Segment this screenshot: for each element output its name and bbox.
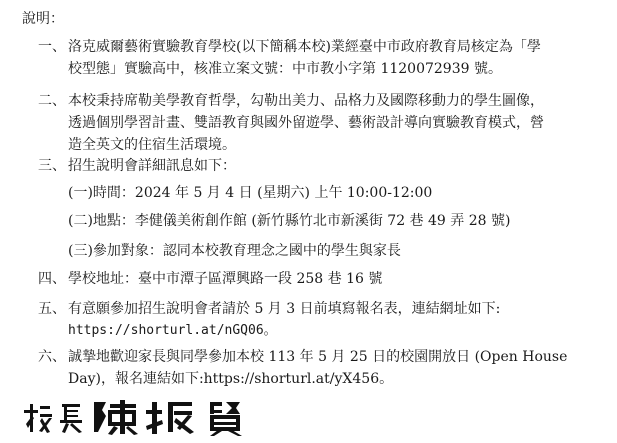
item-number: 二、 [38,93,66,109]
item-number: 三、 [38,158,66,174]
principal-signature [22,398,262,436]
section-heading: 說明： [22,11,64,27]
item-text-line: 本校秉持席勒美學教育哲學，勾勒出美力、品格力及國際移動力的學生圖像， [68,93,544,109]
sub-item-location: (二)地點：李健儀美術創作館 (新竹縣竹北市新溪街 72 巷 49 弄 28 號) [68,213,511,229]
item-text-line: 造全英文的住宿生活環境。 [68,137,236,153]
item-text-line: 誠摯地歡迎家長與同學參加本校 113 年 5 月 25 日的校園開放日 (Open House [68,349,568,365]
sub-item-audience: (三)參加對象：認同本校教育理念之國中的學生與家長 [68,243,401,259]
item-text-line: 招生說明會詳細訊息如下： [68,158,236,174]
list-item-5 [38,298,608,342]
item-number: 一、 [38,39,66,55]
item-text-line: 學校地址：臺中市潭子區潭興路一段 258 巷 16 號 [68,271,383,287]
sub-item-time: (一)時間：2024 年 5 月 4 日 (星期六) 上午 10:00-12:00 [68,185,433,201]
item-number: 六、 [38,349,66,365]
list-item-6 [38,346,608,390]
item-number: 四、 [38,271,66,287]
item-number: 五、 [38,301,66,317]
registration-link[interactable]: https://shorturl.at/nGQ06。 [68,323,277,338]
signature-calligraphy [22,398,262,436]
item-text-line: 洛克威爾藝術實驗教育學校(以下簡稱本校)業經臺中市政府教育局核定為「學 [68,39,541,55]
list-item-2 [38,90,608,156]
item-text-line: 校型態」實驗高中，核准立案文號：中市教小字第 1120072939 號。 [68,61,502,77]
open-house-link-line[interactable]: Day)，報名連結如下:https://shorturl.at/yX456。 [68,371,394,387]
item-text-line: 有意願參加招生說明會者請於 5 月 3 日前填寫報名表，連結網址如下: [68,301,501,317]
list-item-1 [38,36,608,80]
item-text-line: 透過個別學習計畫、雙語教育與國外留遊學、藝術設計導向實驗教育模式，營 [68,115,544,131]
list-item-3 [38,155,608,177]
list-item-4 [38,268,608,290]
